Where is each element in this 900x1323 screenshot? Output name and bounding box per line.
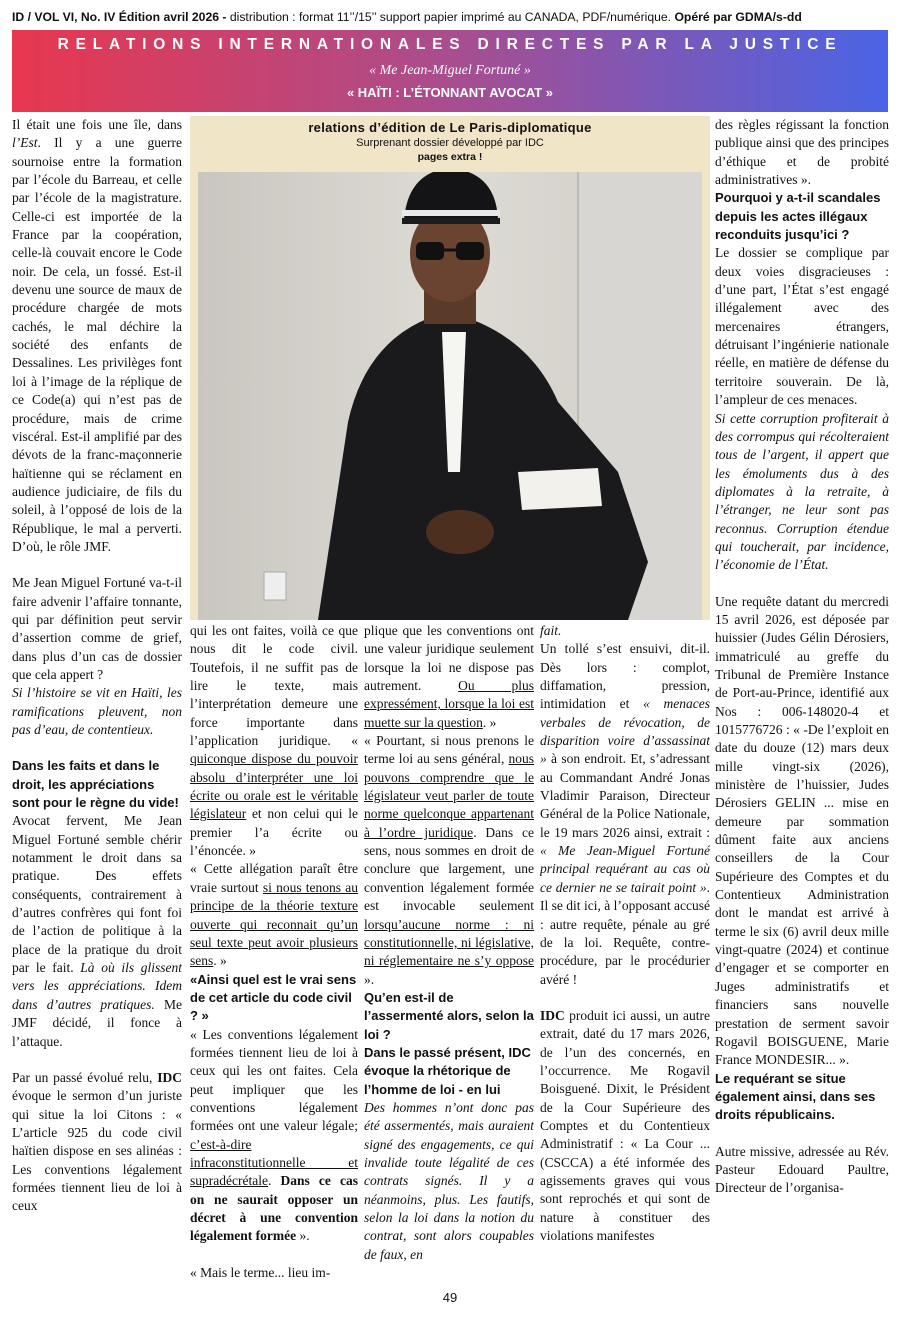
text: produit ici aussi, un autre extrait, daté du 17 mars 2026, de l’un des concernés, en l’occurrence. Me Rogavil Boisguené. Dixit, le Président de la Cour Supérieure des Comptes et du Contentieux Administratif : « La Cour ... (CSCCA) a été informée des agissements graves qui vous sont reprochés et qui sont de nature à constituer des violations manifestes <box>540 1007 710 1243</box>
subheading: Qu’en est-il de l’assermenté alors, selon la loi ? <box>364 989 534 1042</box>
text: . Dans ce sens, nous sommes en droit de conclure que largement, une convention légalement formée est invocable seulement <box>364 824 534 914</box>
text: et non celui qui le premier l’a écrite ou l’énoncée. » <box>190 806 358 859</box>
paragraph: Autre missive, adressée au Rév. Pasteur Edouard Paultre, Directeur de l’organisa- <box>715 1143 889 1196</box>
paragraph: Me Jean Miguel Fortuné va-t-il faire advenir l’affaire tonnante, qui par définition peut servir d’assertion comme de grief, dans plus d’un cas de dossier que cela appert ? <box>12 575 182 682</box>
text: quiconque dispose du pouvoir absolu d’interpréter une loi écrite ou orale est le véritable législateur <box>190 751 358 822</box>
paragraph: fait. <box>540 623 562 638</box>
text: Dans ce cas on ne saurait opposer un décret à une convention légalement formée <box>190 1173 358 1244</box>
paragraph <box>190 860 358 970</box>
text: nous pouvons comprendre que le législateur veut parler de toute norme quelconque appartenant à l’ordre juridique <box>364 751 534 840</box>
text: « Me Jean-Miguel Fortuné principal requérant au cas où ce dernier ne se tairait point » <box>540 843 710 895</box>
text: « Cette allégation paraît être vraie surtout <box>190 861 358 895</box>
text: « Pourtant, si nous prenons le terme loi au sens général, <box>364 733 534 767</box>
article-column-4 <box>540 622 710 1282</box>
text: IDC <box>540 1007 565 1023</box>
text: plique que les conventions ont une valeur juridique seulement lorsque la loi ne dispose pas autrement. <box>364 623 534 694</box>
paragraph: Une requête datant du mercredi 15 avril 2026, est déposée par huissier (Judes Gélin Dérosiers, immatriculé au greffe du Tribunal de Première Instance de Port-au-Prince, identifié aux Nos : 006-148020-4 et 1015776726 : « -De l’exploit en date du douze (12) mars deux mille vingt-six (2026), ministère de l’huissier, Judes Dérosiers GELIN ... mise en demeure par sommation dûment faite aux anciens conseillers de la Cour Supérieure des Comptes et du Contentieux Administration dont le mandat est arrivé à terme le six (6) avril deux mille vingt-quatre (2024) et continue d’engager et se comporter en Juges administratifs et financiers sans nouvelle prestation de serment savoir Rogavil BOISGUENE, Marie France MONDESIR... ». <box>715 593 889 1068</box>
feature-heading: relations d’édition de Le Paris-diplomatique <box>308 120 592 135</box>
text: « Les conventions légalement formées tiennent lieu de loi à ceux qui les ont faites. Cela peut impliquer que les conventions légalement formées ont une valeur légale; <box>190 1026 358 1134</box>
subheading: «Ainsi quel est le vrai sens de cet article du code civil ? » <box>190 971 357 1024</box>
paragraph <box>540 640 710 989</box>
text: l’Est <box>12 135 38 151</box>
paragraph: Si l’histoire se vit en Haïti, les ramifications pleuvent, non pas d’eau, de contentieux. <box>12 685 182 737</box>
text: Me JMF décidé, il fonce à l’attaque. <box>12 996 182 1049</box>
paragraph <box>364 732 534 989</box>
lawyer-portrait-photo <box>198 172 702 620</box>
paragraph: des règles régissant la fonction publique ainsi que des principes d’éthique et de probité administratives ». <box>715 117 889 188</box>
text: Par un passé évolué relu, <box>12 1069 158 1085</box>
text: Un tollé s’est ensuivi, dit-il. Dès lors : complot, diffamation, pression, intimidation et <box>540 641 710 712</box>
distribution-label: distribution : format 11’’/15’’ support papier imprimé au CANADA, PDF/numérique. <box>226 10 675 24</box>
text: à son endroit. Et, s’adressant au Commandant André Jonas Vladimir Paraison, Directeur Général de la Police Nationale, le 19 mars 2026 ainsi, extrait : <box>540 751 710 840</box>
text: Il était une fois une île, dans <box>12 117 182 132</box>
article-column-2 <box>190 622 358 1282</box>
paragraph <box>12 812 182 1050</box>
issue-info-line <box>12 6 892 28</box>
banner-subtitle: « HAÏTI : L’ÉTONNANT AVOCAT » <box>346 85 554 100</box>
text: . Il y a une guerre sournoise entre la formation par l’école du Barreau, et celle par l’école de la magistrature. Celle-ci est importée de la France par la coopération, celle-là couvait encore le Code noir. De cela, un fossé. Est-il devenu une source de maux de procédure chargée de mots cachés, le mal déchire la société des enfants de Dessalines. Les privilèges font loi à l’image de la réplique de ce Code(a) qui n’est pas de procédure, mais de crime viscéral. Est-il amplifié par des dévots de la franc-maçonnerie haïtienne qui se réclament en audience judiciaire, de fils du soleil, à l’opposé de lois de la République, le mal a perverti. D’où, le rôle JMF. <box>12 135 182 554</box>
banner-title: RELATIONS INTERNATIONALES DIRECTES PAR LA JUSTICE <box>57 36 843 53</box>
subheading: Pourquoi y a-t-il scandales depuis les actes illégaux reconduits jusqu’ici ? <box>715 190 881 243</box>
paragraph: « Mais le terme... lieu im- <box>190 1264 331 1280</box>
text: . » <box>482 714 497 730</box>
subheading: Dans le passé présent, IDC évoque la rhétorique de l’homme de loi - en lui <box>364 1044 531 1097</box>
article-column-1 <box>12 116 182 1281</box>
paragraph: Des hommes n’ont donc pas été assermentés, mais auraient signé des engagements, ce qui invalide toute légalité de ces contrats signés. Il y a néanmoins, plus. Les fautifs, selon la loi dans la notion du contrat, sont alors coupables de faux, en <box>364 1099 534 1262</box>
article-column-5 <box>715 116 889 1281</box>
text: qui les ont faites, voilà ce que nous dit le code civil. Toutefois, il ne suffit pas de lire le texte, mais l’interprétation demeure une force importante dans l’application juridique. « <box>190 623 358 749</box>
paragraph: Si cette corruption profiterait à des corrompus qui récolteraient tous de l’argent, il appert que les émoluments dus à des diplomates à la retraite, à l’étranger, ne leur sont pas reconnus. Corruption étendue qui toucherait, par incidence, l’économie de l’État. <box>715 410 889 573</box>
text: IDC <box>157 1069 182 1085</box>
text: lorsqu’aucune norme : ni constitutionnelle, ni législative, ni réglementaire ne s’y oppose <box>364 916 534 969</box>
text: Ou plus expressément, lorsque la loi est muette sur la question <box>364 678 534 730</box>
text: « menaces verbales de révocation, de disparition voire d’assassinat » <box>540 696 710 767</box>
feature-box <box>190 116 710 620</box>
paragraph <box>364 622 534 732</box>
text: si nous tenons au principe de la théorie texture ouverte qui reconnait qu’un seul texte peut avoir plusieurs sens <box>190 879 358 969</box>
feature-subheading: Surprenant dossier développé par IDC <box>356 137 544 149</box>
text: Avocat fervent, Me Jean Miguel Fortuné semble chérir notamment le droit dans sa pratique. Des effets conséquents, contrairement à d’autres confrères qui font foi de l’action de politique à la place de la pratique du droit par le fait. <box>12 813 182 976</box>
paragraph <box>12 116 182 556</box>
article-column-3 <box>364 622 534 1282</box>
subheading: Dans les faits et dans le droit, les appréciations sont pour le règne du vide! <box>12 758 179 811</box>
paragraph: Le dossier se complique par deux voies disgracieuses : d’une part, l’État s’est engagé illégalement avec des mercenaires étrangers, détruisant l’ingénierie nationale réelle, en matière de défense du territoire souverain. De là, l’ampleur de ces menaces. <box>715 245 889 408</box>
operator-label: Opéré par GDMA/s-dd <box>674 10 802 24</box>
paragraph <box>540 1007 710 1245</box>
text: . <box>267 1173 281 1189</box>
text: Là où ils glissent vers les appréciations. Idem dans d’autres pratiques. <box>12 960 182 1012</box>
subheading: Le requérant se situe également ainsi, dans ses droits républicains. <box>715 1070 876 1123</box>
paragraph <box>190 1026 358 1246</box>
title-banner <box>12 30 888 112</box>
text: . » <box>213 953 227 969</box>
paragraph <box>12 1069 182 1216</box>
text: . Il se dit ici, à l’opposant accusé : autre requête, pénale au gré de la loi. Requête, contre-procédure, par le procédurier avéré ! <box>540 879 710 987</box>
banner-author: « Me Jean-Miguel Fortuné » <box>369 63 531 78</box>
paragraph <box>190 622 358 860</box>
text: évoque le sermon d’un juriste qui situe la loi Citons : « L’article 925 du code civil haïtien dispose en ses alinéas : Les conventions légalement formées tiennent lieu de loi à ceux <box>12 1088 182 1214</box>
feature-pages-note: pages extra ! <box>417 151 483 163</box>
text: c’est-à-dire infraconstitutionnelle et supradécrétale <box>190 1136 358 1189</box>
text: ». <box>364 971 375 987</box>
page-number: 49 <box>442 1290 458 1305</box>
issue-label: ID / VOL VI, No. IV Édition avril 2026 - <box>12 10 227 24</box>
text: ». <box>296 1228 310 1244</box>
